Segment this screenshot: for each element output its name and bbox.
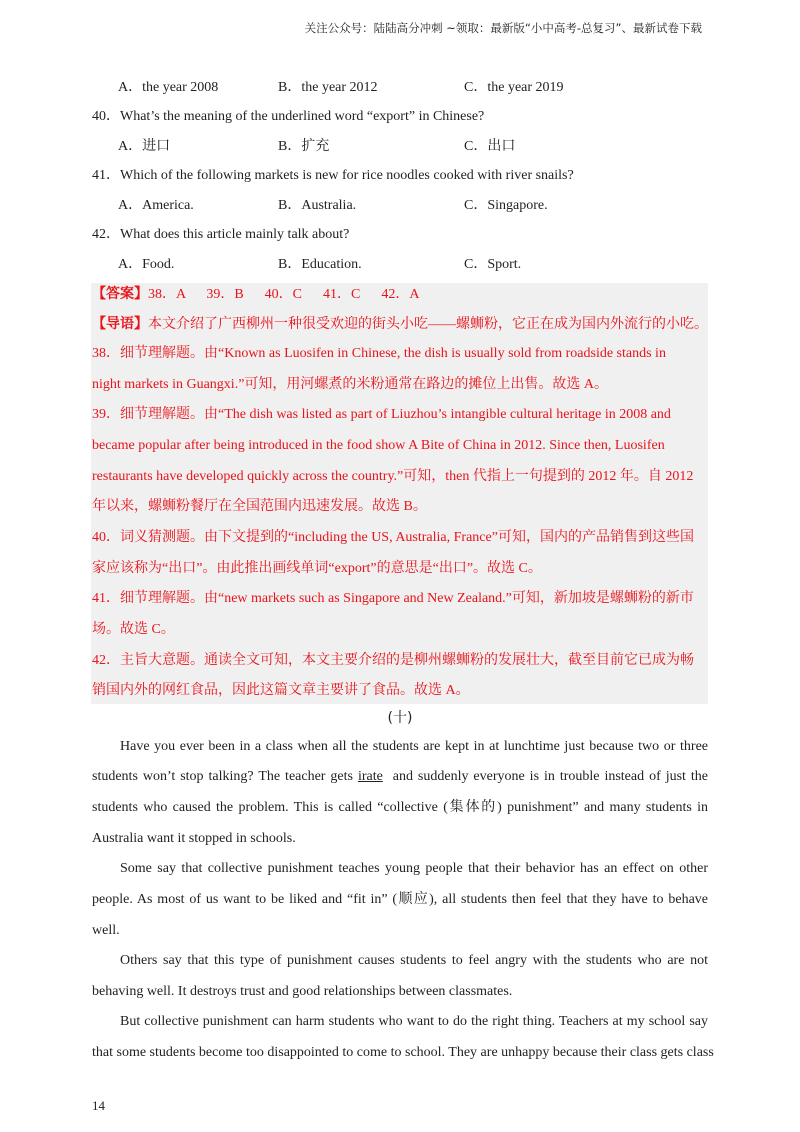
explanation-line: 年以来，螺蛳粉餐厅在全国范围内迅速发展。故选 B。 [92, 499, 427, 514]
q40-option-a: A．进口 [118, 139, 171, 154]
q39-option-b: B．the year 2012 [278, 80, 378, 95]
guide-line [92, 315, 708, 335]
passage-line: behaving well. It destroys trust and good relationships between classmates. [92, 984, 513, 999]
q41-option-b: B．Australia. [278, 198, 357, 213]
passage-text: students won’t stop talking? The teacher gets [92, 769, 358, 784]
answer-values: 38．A 39．B 40．C 41．C 42．A [148, 287, 420, 302]
passage-line: that some students become too disappointed to come to school. They are unhappy because their class gets class [92, 1045, 714, 1060]
q42-option-c: C．Sport. [464, 257, 522, 272]
passage-line [92, 767, 708, 787]
explanation-line: 42．主旨大意题。通读全文可知，本文主要介绍的是柳州螺蛳粉的发展壮大，截至目前它已成为畅 [92, 653, 694, 668]
passage-line: Some say that collective punishment teaches young people that their behavior has an effect on other [120, 861, 708, 876]
answer-label: 【答案】 [92, 287, 148, 302]
explanation-line: 场。故选 C。 [92, 622, 175, 637]
explanation-line: 销国内外的网红食品，因此这篇文章主要讲了食品。故选 A。 [92, 683, 470, 698]
explanation-line: 39．细节理解题。由“The dish was listed as part of Liuzhou’s intangible cultural heritage in 2008 and [92, 407, 671, 422]
answer-line [92, 285, 708, 305]
passage-line: Others say that this type of punishment causes students to feel angry with the students who are not [120, 953, 708, 968]
passage-line: Have you ever been in a class when all the students are kept in at lunchtime just because two or three [120, 739, 708, 754]
explanation-line: 38．细节理解题。由“Known as Luosifen in Chinese, the dish is usually sold from roadside stands in [92, 346, 666, 361]
q42-option-b: B．Education. [278, 257, 362, 272]
underlined-word: irate [357, 769, 383, 784]
guide-text: 本文介绍了广西柳州一种很受欢迎的街头小吃——螺蛳粉，它正在成为国内外流行的小吃。 [148, 317, 708, 332]
q40-option-c: C．出口 [464, 139, 516, 154]
explanation-line: 40．词义猜测题。由下文提到的“including the US, Australia, France”可知，国内的产品销售到这些国 [92, 530, 694, 545]
guide-label: 【导语】 [92, 317, 148, 332]
passage-line: students who caused the problem. This is called “collective (集体的) punishment” and many students in [92, 800, 708, 815]
passage-text: and suddenly everyone is in trouble instead of just the [382, 769, 708, 784]
explanation-line: 家应该称为“出口”。由此推出画线单词“export”的意思是“出口”。故选 C。 [92, 561, 542, 576]
q40-option-b: B．扩充 [278, 139, 330, 154]
passage-line: well. [92, 923, 120, 938]
q41-option-a: A．America. [118, 198, 194, 213]
q42-option-a: A．Food. [118, 257, 175, 272]
page-header: 关注公众号：陆陆高分冲刺 ~领取：最新版“小中高考-总复习”、最新试卷下载 [304, 21, 702, 35]
section-title: (十) [387, 710, 413, 726]
q39-option-c: C．the year 2019 [464, 80, 564, 95]
q42-stem: 42．What does this article mainly talk about? [92, 227, 350, 242]
q40-stem: 40．What’s the meaning of the underlined word “export” in Chinese? [92, 109, 485, 124]
passage-line: But collective punishment can harm students who want to do the right thing. Teachers at my school say [120, 1014, 708, 1029]
q41-stem: 41．Which of the following markets is new for rice noodles cooked with river snails? [92, 168, 574, 183]
explanation-line: became popular after being introduced in the food show A Bite of China in 2012. Since then, Luosifen [92, 438, 665, 453]
passage-line: Australia want it stopped in schools. [92, 831, 296, 846]
passage-line: people. As most of us want to be liked and “fit in” (顺应), all students then feel that they have to behave [92, 892, 708, 907]
q39-option-a: A．the year 2008 [118, 80, 219, 95]
q41-option-c: C．Singapore. [464, 198, 548, 213]
explanation-line: 41．细节理解题。由“new markets such as Singapore and New Zealand.”可知，新加坡是螺蛳粉的新市 [92, 591, 694, 606]
explanation-line: restaurants have developed quickly across the country.”可知，then 代指上一句提到的 2012 年。自 2012 [92, 469, 694, 484]
page-number: 14 [92, 1098, 105, 1113]
explanation-line: night markets in Guangxi.”可知，用河螺煮的米粉通常在路边的摊位上出售。故选 A。 [92, 377, 609, 392]
